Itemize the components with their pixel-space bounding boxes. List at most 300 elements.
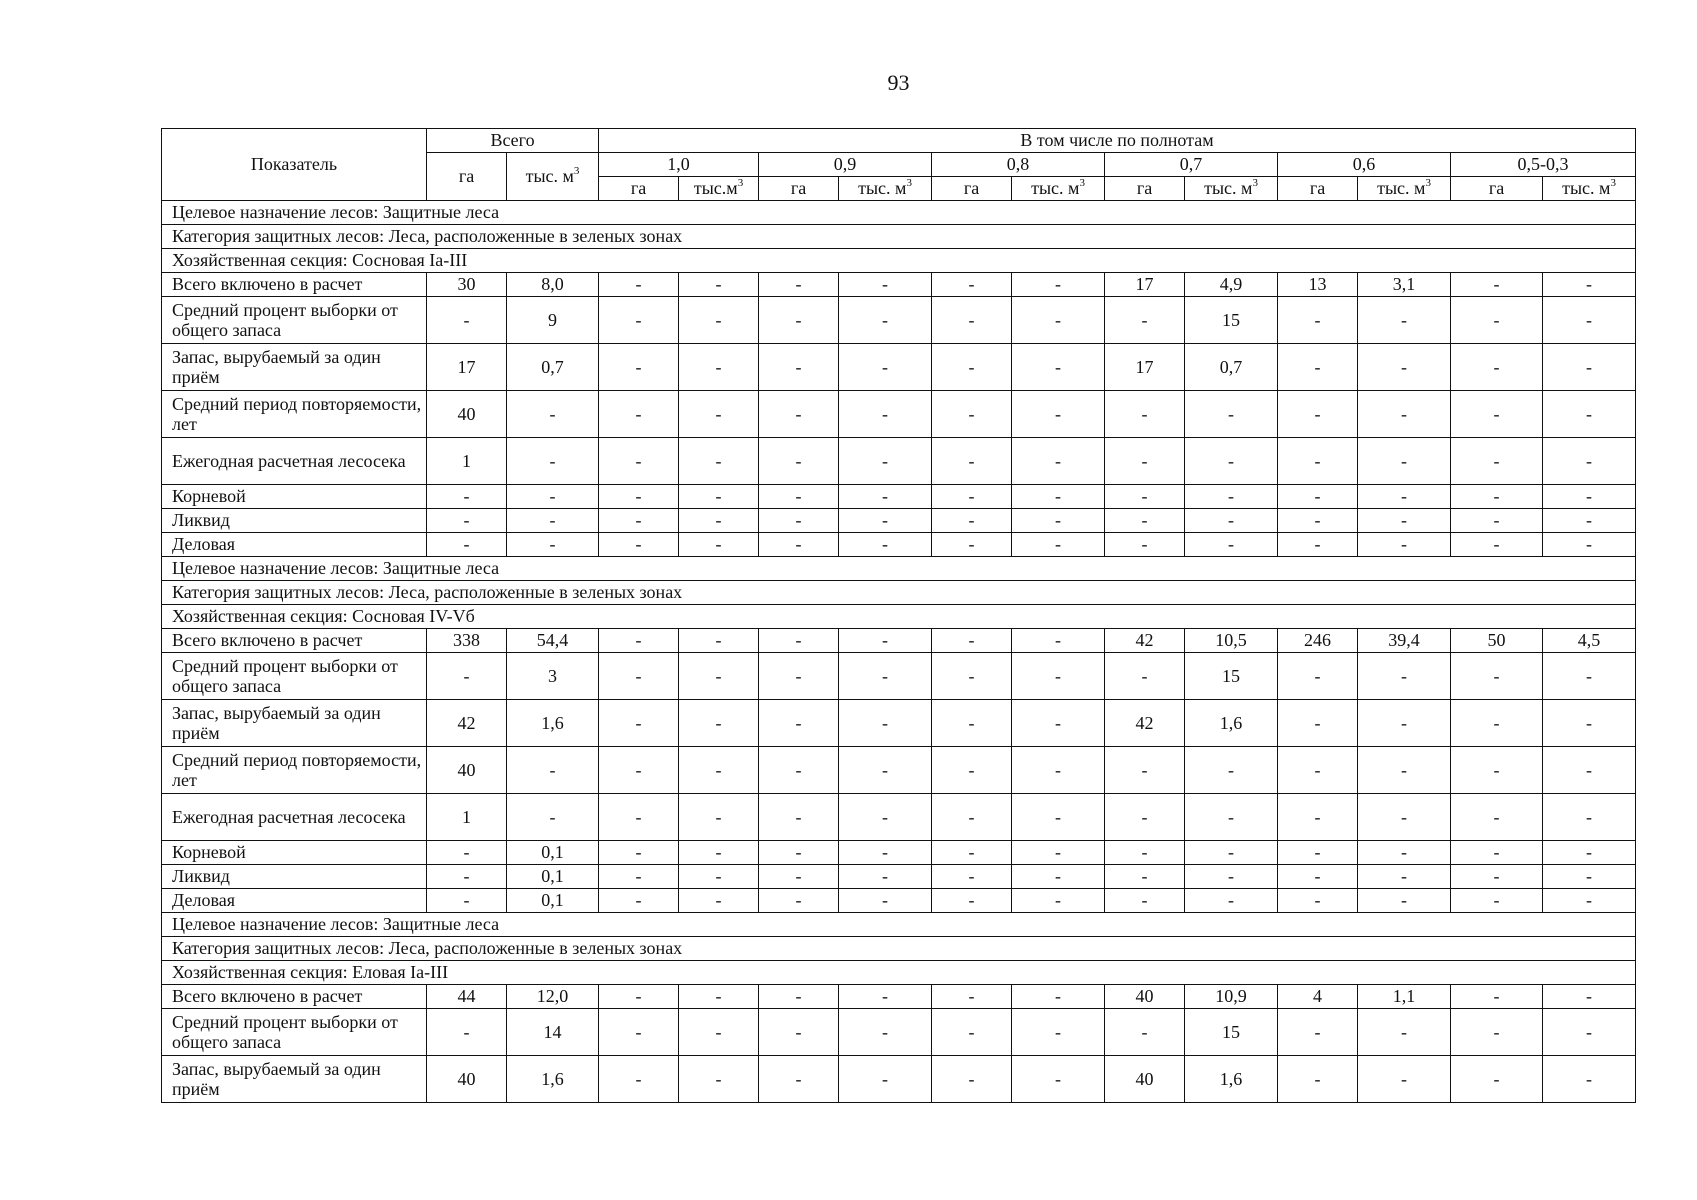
value-cell: 1,6 <box>507 700 599 747</box>
value-cell: - <box>1012 273 1105 297</box>
value-cell: - <box>1358 700 1451 747</box>
value-cell: 40 <box>427 747 507 794</box>
row-label: Корневой <box>162 485 427 509</box>
value-cell: - <box>507 438 599 485</box>
value-cell: - <box>1105 889 1185 913</box>
row-label: Ежегодная расчетная лесосека <box>162 438 427 485</box>
table-row <box>162 509 1636 533</box>
value-cell: - <box>839 985 932 1009</box>
value-cell: - <box>1278 438 1358 485</box>
unit-ha-header: га <box>1278 177 1358 201</box>
value-cell: 3,1 <box>1358 273 1451 297</box>
value-cell: 39,4 <box>1358 629 1451 653</box>
value-cell: - <box>1358 841 1451 865</box>
value-cell: - <box>679 391 759 438</box>
value-cell: 50 <box>1451 629 1543 653</box>
value-cell: - <box>1105 485 1185 509</box>
forest-purpose-heading-row <box>162 913 1636 937</box>
total-header: Всего <box>427 129 599 153</box>
value-cell: - <box>1451 747 1543 794</box>
economic-section-heading-row <box>162 961 1636 985</box>
value-cell: - <box>599 509 679 533</box>
value-cell: - <box>1358 485 1451 509</box>
value-cell: - <box>1543 273 1636 297</box>
total-m3-header: тыс. $м^3$ <box>507 153 599 201</box>
value-cell: - <box>679 533 759 557</box>
table-row <box>162 794 1636 841</box>
value-cell: - <box>1451 297 1543 344</box>
value-cell: - <box>1012 1009 1105 1056</box>
value-cell: - <box>759 533 839 557</box>
value-cell: - <box>1278 1009 1358 1056</box>
value-cell: - <box>1278 533 1358 557</box>
value-cell: - <box>507 533 599 557</box>
value-cell: - <box>1543 485 1636 509</box>
protective-category-heading-row <box>162 225 1636 249</box>
density-header: 0,7 <box>1105 153 1278 177</box>
value-cell: - <box>932 509 1012 533</box>
value-cell: - <box>1278 865 1358 889</box>
value-cell: - <box>1105 794 1185 841</box>
value-cell: - <box>1451 794 1543 841</box>
value-cell: 17 <box>1105 273 1185 297</box>
value-cell: - <box>1185 747 1278 794</box>
table-row <box>162 889 1636 913</box>
value-cell: - <box>679 438 759 485</box>
value-cell: - <box>1451 1056 1543 1103</box>
value-cell: - <box>1012 1056 1105 1103</box>
value-cell: - <box>1543 841 1636 865</box>
row-label: Средний период повторяемости, лет <box>162 747 427 794</box>
value-cell: - <box>1451 344 1543 391</box>
value-cell: - <box>839 747 932 794</box>
value-cell: - <box>1012 985 1105 1009</box>
value-cell: - <box>759 700 839 747</box>
density-header: 1,0 <box>599 153 759 177</box>
table-row <box>162 297 1636 344</box>
value-cell: - <box>1358 391 1451 438</box>
value-cell: - <box>599 533 679 557</box>
value-cell: - <box>1012 344 1105 391</box>
value-cell: - <box>759 273 839 297</box>
value-cell: - <box>1185 889 1278 913</box>
unit-ha-header: га <box>1451 177 1543 201</box>
value-cell: - <box>932 438 1012 485</box>
unit-m3-header: тыс. $м^3$ <box>1012 177 1105 201</box>
forest-purpose-heading: Целевое назначение лесов: Защитные леса <box>162 913 1636 937</box>
value-cell: - <box>1451 509 1543 533</box>
value-cell: - <box>427 533 507 557</box>
value-cell: 40 <box>427 1056 507 1103</box>
value-cell: - <box>1012 747 1105 794</box>
economic-section-heading: Хозяйственная секция: Сосновая IV-Vб <box>162 605 1636 629</box>
value-cell: - <box>1012 509 1105 533</box>
value-cell: 14 <box>507 1009 599 1056</box>
value-cell: - <box>759 889 839 913</box>
table-row <box>162 391 1636 438</box>
value-cell: - <box>1012 841 1105 865</box>
row-label: Запас, вырубаемый за один приём <box>162 1056 427 1103</box>
value-cell: - <box>599 297 679 344</box>
value-cell: - <box>1358 865 1451 889</box>
value-cell: - <box>1105 841 1185 865</box>
value-cell: - <box>679 297 759 344</box>
value-cell: - <box>599 629 679 653</box>
unit-ha-header: га <box>599 177 679 201</box>
value-cell: - <box>1185 391 1278 438</box>
table-row <box>162 700 1636 747</box>
table-row <box>162 273 1636 297</box>
value-cell: 1,1 <box>1358 985 1451 1009</box>
value-cell: - <box>759 841 839 865</box>
value-cell: - <box>932 653 1012 700</box>
table-row <box>162 865 1636 889</box>
value-cell: - <box>1543 653 1636 700</box>
value-cell: - <box>1451 533 1543 557</box>
value-cell: - <box>932 865 1012 889</box>
value-cell: - <box>599 794 679 841</box>
value-cell: - <box>839 700 932 747</box>
forest-purpose-heading-row <box>162 557 1636 581</box>
value-cell: - <box>1185 509 1278 533</box>
row-label: Средний процент выборки от общего запаса <box>162 653 427 700</box>
value-cell: - <box>1012 653 1105 700</box>
unit-ha-header: га <box>932 177 1012 201</box>
forest-purpose-heading: Целевое назначение лесов: Защитные леса <box>162 557 1636 581</box>
value-cell: - <box>1105 297 1185 344</box>
unit-ha-header: га <box>1105 177 1185 201</box>
value-cell: - <box>932 485 1012 509</box>
value-cell: - <box>1185 841 1278 865</box>
value-cell: - <box>1012 438 1105 485</box>
value-cell: 15 <box>1185 653 1278 700</box>
value-cell: - <box>1451 985 1543 1009</box>
table-body <box>162 201 1636 1103</box>
value-cell: - <box>932 273 1012 297</box>
value-cell: - <box>1278 700 1358 747</box>
unit-ha-header: га <box>759 177 839 201</box>
value-cell: - <box>427 653 507 700</box>
value-cell: - <box>1012 391 1105 438</box>
value-cell: - <box>839 509 932 533</box>
value-cell: - <box>427 1009 507 1056</box>
value-cell: - <box>1185 533 1278 557</box>
value-cell: 0,7 <box>507 344 599 391</box>
value-cell: - <box>759 391 839 438</box>
value-cell: - <box>599 700 679 747</box>
value-cell: - <box>759 629 839 653</box>
value-cell: 15 <box>1185 297 1278 344</box>
value-cell: - <box>932 1009 1012 1056</box>
economic-section-heading: Хозяйственная секция: Сосновая Ia-III <box>162 249 1636 273</box>
value-cell: - <box>507 509 599 533</box>
value-cell: - <box>839 1009 932 1056</box>
value-cell: - <box>679 985 759 1009</box>
value-cell: - <box>932 391 1012 438</box>
unit-m3-header: $тыс.м^3$ <box>679 177 759 201</box>
row-label: Всего включено в расчет <box>162 273 427 297</box>
value-cell: - <box>599 273 679 297</box>
value-cell: - <box>1358 889 1451 913</box>
value-cell: - <box>932 985 1012 1009</box>
table-row <box>162 841 1636 865</box>
value-cell: - <box>1451 273 1543 297</box>
table-row <box>162 485 1636 509</box>
value-cell: 3 <box>507 653 599 700</box>
value-cell: - <box>427 889 507 913</box>
value-cell: - <box>427 509 507 533</box>
value-cell: - <box>759 485 839 509</box>
header-row-1 <box>162 129 1636 153</box>
value-cell: - <box>507 794 599 841</box>
value-cell: 12,0 <box>507 985 599 1009</box>
row-label: Деловая <box>162 533 427 557</box>
value-cell: - <box>1358 1009 1451 1056</box>
value-cell: 54,4 <box>507 629 599 653</box>
value-cell: - <box>599 344 679 391</box>
table-row <box>162 629 1636 653</box>
value-cell: 1 <box>427 438 507 485</box>
value-cell: - <box>679 747 759 794</box>
value-cell: 1,6 <box>1185 700 1278 747</box>
value-cell: - <box>932 297 1012 344</box>
value-cell: 42 <box>427 700 507 747</box>
value-cell: - <box>1543 889 1636 913</box>
value-cell: - <box>759 653 839 700</box>
value-cell: 44 <box>427 985 507 1009</box>
row-label: Запас, вырубаемый за один приём <box>162 700 427 747</box>
value-cell: - <box>839 653 932 700</box>
density-header: 0,6 <box>1278 153 1451 177</box>
table-header <box>162 129 1636 201</box>
value-cell: 0,1 <box>507 865 599 889</box>
value-cell: 0,1 <box>507 889 599 913</box>
protective-category-heading-row <box>162 937 1636 961</box>
value-cell: - <box>1358 1056 1451 1103</box>
row-label: Ежегодная расчетная лесосека <box>162 794 427 841</box>
value-cell: - <box>759 985 839 1009</box>
value-cell: - <box>679 1056 759 1103</box>
value-cell: - <box>1105 391 1185 438</box>
table-row <box>162 533 1636 557</box>
value-cell: - <box>1105 653 1185 700</box>
value-cell: - <box>759 509 839 533</box>
value-cell: 9 <box>507 297 599 344</box>
value-cell: - <box>839 841 932 865</box>
value-cell: 40 <box>427 391 507 438</box>
value-cell: - <box>679 865 759 889</box>
value-cell: - <box>839 629 932 653</box>
protective-category-heading: Категория защитных лесов: Леса, расположенные в зеленых зонах <box>162 937 1636 961</box>
density-header: 0,8 <box>932 153 1105 177</box>
value-cell: - <box>1451 700 1543 747</box>
economic-section-heading-row <box>162 605 1636 629</box>
value-cell: - <box>679 653 759 700</box>
row-label: Всего включено в расчет <box>162 985 427 1009</box>
value-cell: - <box>599 485 679 509</box>
table-row <box>162 653 1636 700</box>
value-cell: - <box>1278 509 1358 533</box>
row-label: Ликвид <box>162 509 427 533</box>
value-cell: - <box>1278 344 1358 391</box>
value-cell: - <box>679 485 759 509</box>
table-row <box>162 747 1636 794</box>
value-cell: - <box>1358 509 1451 533</box>
value-cell: - <box>599 653 679 700</box>
value-cell: 42 <box>1105 700 1185 747</box>
value-cell: - <box>1278 391 1358 438</box>
value-cell: - <box>1185 438 1278 485</box>
value-cell: - <box>1543 1056 1636 1103</box>
value-cell: - <box>839 889 932 913</box>
value-cell: - <box>1278 1056 1358 1103</box>
value-cell: - <box>1185 794 1278 841</box>
value-cell: - <box>1358 747 1451 794</box>
value-cell: - <box>679 700 759 747</box>
value-cell: - <box>1105 533 1185 557</box>
value-cell: - <box>679 1009 759 1056</box>
value-cell: - <box>1185 485 1278 509</box>
value-cell: - <box>427 865 507 889</box>
value-cell: - <box>759 1056 839 1103</box>
value-cell: 0,7 <box>1185 344 1278 391</box>
value-cell: - <box>1012 700 1105 747</box>
value-cell: - <box>839 865 932 889</box>
forest-purpose-heading: Целевое назначение лесов: Защитные леса <box>162 201 1636 225</box>
row-label: Всего включено в расчет <box>162 629 427 653</box>
unit-m3-header: тыс. $м^3$ <box>1185 177 1278 201</box>
value-cell: - <box>759 344 839 391</box>
unit-m3-header: тыс. $м^3$ <box>1358 177 1451 201</box>
value-cell: - <box>839 344 932 391</box>
row-label: Средний процент выборки от общего запаса <box>162 297 427 344</box>
value-cell: 17 <box>1105 344 1185 391</box>
value-cell: - <box>1451 391 1543 438</box>
value-cell: 4 <box>1278 985 1358 1009</box>
value-cell: - <box>1012 297 1105 344</box>
value-cell: 1 <box>427 794 507 841</box>
value-cell: - <box>932 889 1012 913</box>
value-cell: - <box>1543 438 1636 485</box>
value-cell: - <box>932 747 1012 794</box>
value-cell: - <box>1358 438 1451 485</box>
value-cell: - <box>679 841 759 865</box>
value-cell: - <box>759 297 839 344</box>
value-cell: - <box>1278 889 1358 913</box>
value-cell: - <box>679 794 759 841</box>
table-row <box>162 1056 1636 1103</box>
value-cell: - <box>1278 747 1358 794</box>
value-cell: - <box>1105 509 1185 533</box>
value-cell: - <box>1185 865 1278 889</box>
indicator-header: Показатель <box>162 129 427 201</box>
density-header: 0,5-0,3 <box>1451 153 1636 177</box>
value-cell: - <box>1012 485 1105 509</box>
unit-m3-header: тыс. $м^3$ <box>1543 177 1636 201</box>
value-cell: - <box>599 438 679 485</box>
value-cell: - <box>1012 533 1105 557</box>
value-cell: - <box>1105 865 1185 889</box>
value-cell: 42 <box>1105 629 1185 653</box>
row-label: Корневой <box>162 841 427 865</box>
economic-section-heading: Хозяйственная секция: Еловая Ia-III <box>162 961 1636 985</box>
value-cell: - <box>679 273 759 297</box>
value-cell: - <box>1543 533 1636 557</box>
protective-category-heading: Категория защитных лесов: Леса, расположенные в зеленых зонах <box>162 225 1636 249</box>
value-cell: 1,6 <box>507 1056 599 1103</box>
value-cell: 4,5 <box>1543 629 1636 653</box>
value-cell: 40 <box>1105 985 1185 1009</box>
value-cell: - <box>1358 297 1451 344</box>
value-cell: - <box>1278 297 1358 344</box>
value-cell: 17 <box>427 344 507 391</box>
value-cell: - <box>759 747 839 794</box>
table-row <box>162 1009 1636 1056</box>
value-cell: - <box>932 700 1012 747</box>
value-cell: - <box>1451 485 1543 509</box>
value-cell: - <box>427 841 507 865</box>
value-cell: - <box>1358 794 1451 841</box>
page-number: 93 <box>887 70 910 95</box>
value-cell: - <box>1012 865 1105 889</box>
value-cell: - <box>1278 485 1358 509</box>
value-cell: 338 <box>427 629 507 653</box>
value-cell: - <box>1451 865 1543 889</box>
value-cell: - <box>1543 1009 1636 1056</box>
value-cell: - <box>1012 794 1105 841</box>
value-cell: 4,9 <box>1185 273 1278 297</box>
value-cell: - <box>1451 841 1543 865</box>
value-cell: - <box>932 344 1012 391</box>
value-cell: - <box>932 533 1012 557</box>
protective-category-heading-row <box>162 581 1636 605</box>
value-cell: - <box>1451 1009 1543 1056</box>
value-cell: - <box>759 1009 839 1056</box>
value-cell: - <box>1543 865 1636 889</box>
value-cell: - <box>1543 747 1636 794</box>
value-cell: - <box>599 1009 679 1056</box>
row-label: Средний процент выборки от общего запаса <box>162 1009 427 1056</box>
row-label: Средний период повторяемости, лет <box>162 391 427 438</box>
value-cell: - <box>679 344 759 391</box>
table-row <box>162 344 1636 391</box>
value-cell: 13 <box>1278 273 1358 297</box>
value-cell: - <box>1543 794 1636 841</box>
value-cell: - <box>1543 509 1636 533</box>
value-cell: - <box>507 747 599 794</box>
total-ha-header: га <box>427 153 507 201</box>
value-cell: - <box>839 794 932 841</box>
value-cell: - <box>932 1056 1012 1103</box>
value-cell: - <box>1358 344 1451 391</box>
value-cell: 10,9 <box>1185 985 1278 1009</box>
value-cell: - <box>1358 653 1451 700</box>
value-cell: - <box>679 889 759 913</box>
value-cell: 30 <box>427 273 507 297</box>
value-cell: - <box>932 841 1012 865</box>
value-cell: - <box>759 438 839 485</box>
table-row <box>162 438 1636 485</box>
value-cell: - <box>427 297 507 344</box>
value-cell: - <box>1278 794 1358 841</box>
economic-section-heading-row <box>162 249 1636 273</box>
value-cell: - <box>1105 747 1185 794</box>
allowable-cut-table <box>161 128 1636 1103</box>
value-cell: - <box>759 865 839 889</box>
value-cell: - <box>599 865 679 889</box>
value-cell: - <box>507 485 599 509</box>
value-cell: - <box>599 841 679 865</box>
